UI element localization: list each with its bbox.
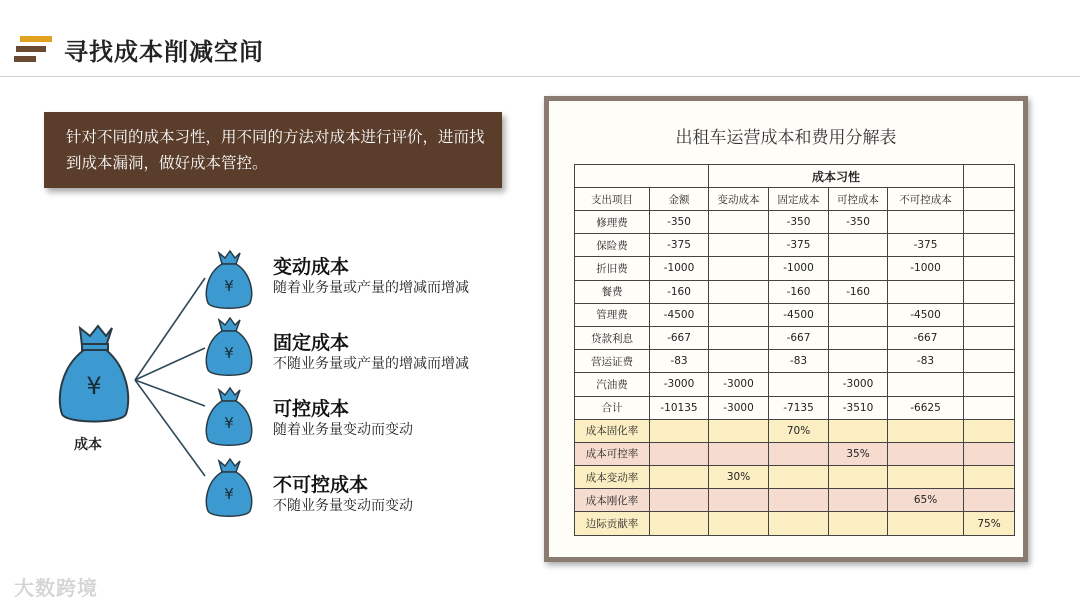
table-row: [575, 326, 1015, 349]
category-desc-fixed: 不随业务量或产量的增减而增减: [273, 356, 469, 372]
table-cell: [964, 489, 1015, 512]
table-cell: [888, 442, 964, 465]
table-cell: [888, 512, 964, 535]
table-row-total: [575, 396, 1015, 419]
table-cell: [709, 280, 769, 303]
fixed-cost-bag-icon: [203, 316, 255, 378]
table-cell: -1000: [769, 257, 829, 280]
table-cell: [709, 419, 769, 442]
table-cell: [650, 442, 709, 465]
column-header: [964, 188, 1015, 211]
table-cell: -375: [769, 234, 829, 257]
table-cell: [709, 512, 769, 535]
table-cell: [709, 303, 769, 326]
table-cell: [829, 489, 888, 512]
table-title: 出租车运营成本和费用分解表: [675, 128, 897, 148]
table-cell: 75%: [964, 512, 1015, 535]
category-title-fixed: 固定成本: [273, 332, 350, 354]
table-cell: [709, 326, 769, 349]
table-cell: [709, 350, 769, 373]
table-cell: [964, 396, 1015, 419]
column-header: 不可控成本: [888, 188, 964, 211]
category-title-controllable: 可控成本: [273, 398, 350, 420]
table-cell: 保险费: [575, 234, 650, 257]
table-cell: -350: [829, 211, 888, 234]
root-currency-glyph: ¥: [86, 372, 102, 400]
table-cell: 修理费: [575, 211, 650, 234]
table-row-ratio: [575, 419, 1015, 442]
table-cell: [888, 466, 964, 489]
table-cell: [769, 442, 829, 465]
title-divider: [0, 76, 1080, 77]
table-cell: -3000: [650, 373, 709, 396]
controllable-cost-bag-icon: [203, 386, 255, 448]
bag-currency-glyph: ¥: [224, 277, 234, 295]
table-cell: -350: [650, 211, 709, 234]
table-cell: [964, 280, 1015, 303]
table-cell: -83: [769, 350, 829, 373]
table-cell: [829, 303, 888, 326]
table-cell: [964, 303, 1015, 326]
table-cell: 餐费: [575, 280, 650, 303]
table-cell: [769, 373, 829, 396]
table-cell: 贷款利息: [575, 326, 650, 349]
table-cell: [964, 211, 1015, 234]
table-cell: [709, 211, 769, 234]
root-label: 成本: [74, 437, 102, 453]
table-cell: 35%: [829, 442, 888, 465]
table-cell: -667: [650, 326, 709, 349]
table-cell: [829, 257, 888, 280]
intro-text: 针对不同的成本习性，用不同的方法对成本进行评价，进而找到成本漏洞，做好成本管控。: [66, 128, 485, 172]
table-cell: [709, 257, 769, 280]
table-cell: -667: [888, 326, 964, 349]
table-cell: [829, 234, 888, 257]
table-row: [575, 303, 1015, 326]
table-group-header-row: [575, 165, 1015, 188]
table-header-row: [575, 188, 1015, 211]
table-cell: 成本固化率: [575, 419, 650, 442]
table-cell: -7135: [769, 396, 829, 419]
table-cell: [964, 466, 1015, 489]
table-cell: [829, 419, 888, 442]
table-row: [575, 373, 1015, 396]
table-cell: [829, 512, 888, 535]
table-cell: [964, 165, 1015, 188]
root-money-bag-icon: [54, 322, 134, 428]
table-row-ratio: [575, 466, 1015, 489]
table-cell: 成本可控率: [575, 442, 650, 465]
table-cell: [888, 280, 964, 303]
intro-callout: [44, 112, 502, 188]
page-title: 寻找成本削减空间: [64, 38, 264, 66]
table-cell: [829, 466, 888, 489]
table-cell: -3000: [709, 396, 769, 419]
column-header: 支出项目: [575, 188, 650, 211]
category-desc-controllable: 随着业务量变动而变动: [273, 422, 413, 438]
column-header: 可控成本: [829, 188, 888, 211]
table-cell: [888, 211, 964, 234]
table-cell: -3000: [829, 373, 888, 396]
table-cell: [650, 489, 709, 512]
table-cell: [650, 466, 709, 489]
table-cell: -4500: [888, 303, 964, 326]
table-cell: [964, 326, 1015, 349]
table-cell: [769, 466, 829, 489]
table-cell: 汽油费: [575, 373, 650, 396]
category-title-variable: 变动成本: [273, 256, 350, 278]
table-cell: [964, 442, 1015, 465]
table-cell: [769, 512, 829, 535]
table-cell: -160: [829, 280, 888, 303]
table-cell: 成本刚化率: [575, 489, 650, 512]
table-cell: -1000: [888, 257, 964, 280]
table-row: [575, 234, 1015, 257]
category-desc-uncontrollable: 不随业务量变动而变动: [273, 498, 413, 514]
bag-currency-glyph: ¥: [224, 485, 234, 503]
table-cell: -375: [650, 234, 709, 257]
table-cell: -83: [888, 350, 964, 373]
group-header-cell: 成本习性: [709, 165, 964, 188]
table-cell: [829, 326, 888, 349]
table-cell: 65%: [888, 489, 964, 512]
table-cell: 合计: [575, 396, 650, 419]
table-cell: -4500: [650, 303, 709, 326]
table-row: [575, 257, 1015, 280]
uncontrollable-cost-bag-icon: [203, 457, 255, 519]
table-cell: [888, 419, 964, 442]
table-row: [575, 280, 1015, 303]
table-cell: [964, 350, 1015, 373]
table-cell: 70%: [769, 419, 829, 442]
category-title-uncontrollable: 不可控成本: [273, 474, 369, 496]
table-cell: [709, 489, 769, 512]
column-header: 金额: [650, 188, 709, 211]
table-paper: [549, 101, 1023, 557]
column-header: 固定成本: [769, 188, 829, 211]
table-row-ratio: [575, 489, 1015, 512]
variable-cost-bag-icon: [203, 249, 255, 311]
table-frame: [544, 96, 1028, 562]
table-row-ratio: [575, 442, 1015, 465]
bag-currency-glyph: ¥: [224, 414, 234, 432]
table-cell: 折旧费: [575, 257, 650, 280]
title-logo-icon: [14, 34, 54, 66]
table-cell: 边际贡献率: [575, 512, 650, 535]
table-cell: -350: [769, 211, 829, 234]
table-cell: -1000: [650, 257, 709, 280]
table-cell: [888, 373, 964, 396]
cost-breakdown-table: [574, 164, 1015, 536]
table-cell: 成本变动率: [575, 466, 650, 489]
table-cell: [964, 373, 1015, 396]
table-row: [575, 350, 1015, 373]
table-cell: [964, 234, 1015, 257]
table-cell: -10135: [650, 396, 709, 419]
table-cell: 营运证费: [575, 350, 650, 373]
bag-currency-glyph: ¥: [224, 344, 234, 362]
table-cell: 30%: [709, 466, 769, 489]
table-cell: [964, 257, 1015, 280]
table-cell: [964, 419, 1015, 442]
table-cell: -83: [650, 350, 709, 373]
table-cell: -3510: [829, 396, 888, 419]
table-cell: -4500: [769, 303, 829, 326]
table-cell: [650, 419, 709, 442]
table-cell: [709, 442, 769, 465]
table-cell: -6625: [888, 396, 964, 419]
table-cell: [829, 350, 888, 373]
table-cell: -3000: [709, 373, 769, 396]
column-header: 变动成本: [709, 188, 769, 211]
table-cell: [650, 512, 709, 535]
table-cell: [575, 165, 709, 188]
category-desc-variable: 随着业务量或产量的增减而增减: [273, 280, 469, 296]
table-cell: 管理费: [575, 303, 650, 326]
table-cell: -375: [888, 234, 964, 257]
table-cell: -667: [769, 326, 829, 349]
table-row: [575, 211, 1015, 234]
table-cell: -160: [769, 280, 829, 303]
table-cell: [769, 489, 829, 512]
watermark: 大数跨境: [14, 576, 98, 600]
table-cell: [709, 234, 769, 257]
table-cell: -160: [650, 280, 709, 303]
table-row-ratio: [575, 512, 1015, 535]
